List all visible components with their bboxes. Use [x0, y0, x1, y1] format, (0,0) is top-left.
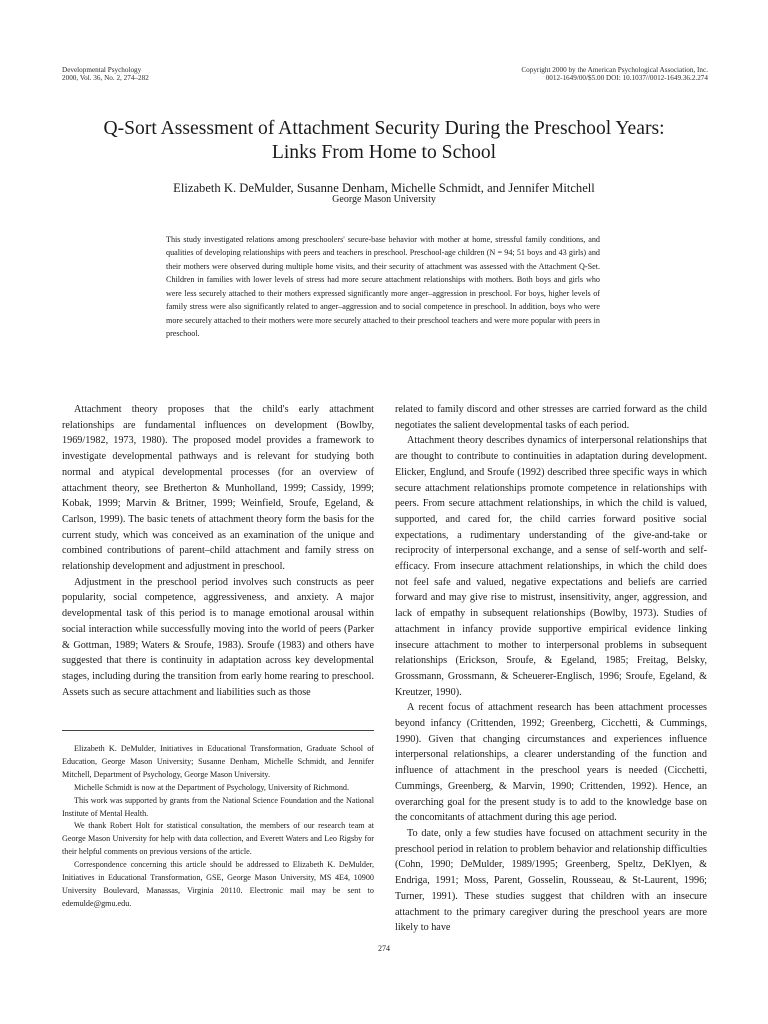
body-paragraph: Adjustment in the preschool period involves such constructs as peer popularity, social competence, aggressiveness, and anxiety. A major developmental task of this period is to manage emotional arousal within social interaction while successfully moving into the world of peers (Parker & Gottman, 1989; Waters & Sroufe, 1983). Sroufe (1983) and others have suggested that there is continuity in adaptation across key developmental stages, including during the transition from early home rearing to preschool. Assets such as secure attachment and liabilities such as those: [62, 576, 374, 698]
doi-line: 0012-1649/00/$5.00 DOI: 10.1037//0012-1649.36.2.274: [545, 74, 708, 83]
footnote: We thank Robert Holt for statistical consultation, the members of our research team at George Mason University for help with data collection, and Everett Waters and Leo Rigsby for their helpful comments on previous versions of the article.: [62, 821, 374, 857]
copyright-header: [521, 66, 708, 83]
page-number: 274: [378, 944, 390, 953]
footnote-divider: [62, 730, 374, 731]
copyright-line: Copyright 2000 by the American Psychological Association, Inc.: [521, 66, 708, 74]
footnote: This work was supported by grants from the National Science Foundation and the National Institute of Mental Health.: [62, 795, 374, 818]
body-paragraph: To date, only a few studies have focused on attachment security in the preschool period in relation to problem behavior and relationship difficulties (Cohn, 1990; DeMulder, 1989/1995; Greenberg, Speltz, DeKlyen, & Endriga, 1991; Moss, Parent, Gosselin, Rousseau, & St-Laurent, 1996; Turner, 1991). These studies suggest that children with an insecure attachment to the primary caregiver during the preschool years are more likely to have: [395, 827, 707, 934]
body-paragraph: Attachment theory describes dynamics of interpersonal relationships that are thought to contribute to continuities in adaptation during development. Elicker, Englund, and Sroufe (1992) described three specific ways in which secure attachment relationships promote competence in relationships with peers. From secure attachment relationships, in which the child is valued, supported, and cared for, the child carries forward positive social expectations, a rudimentary understanding of the give-and-take or reciprocity of interpersonal exchange, and a sense of self-worth and self-efficacy. From insecure attachment relationships, in which the child does not feel safe and valued, negative expectations and beliefs are carried forward and may give rise to mistrust, insensitivity, anger, aggression, and lack of empathy in subsequent relationships (Bowlby, 1973). Studies of attachment in infancy provide supportive empirical evidence linking insecure attachment to mother to interpersonal problems in subsequent relationships (Erickson, Sroufe, & Egeland, 1985; Freitag, Belsky, Grossmann, Grossmann, & Scheuerer-Englisch, 1996; Sroufe, Egeland, & Kreutzer, 1990).: [395, 435, 707, 698]
body-paragraph: A recent focus of attachment research has been attachment processes beyond infancy (Crittenden, 1992; Greenberg, Cicchetti, & Cummings, 1990). Given that changing circumstances and experiences influence interpersonal relationships, a clearer understanding of the function and influence of attachment in the preschool years is needed (Cicchetti, Cummings, Greenberg, & Marvin, 1990; Crittenden, 1992). Hence, an overarching goal for the present study is to add to the knowledge base on the concomitants of attachment during this age period.: [395, 702, 707, 824]
body-paragraph-continued: related to family discord and other stresses are carried forward as the child negotiates the salient developmental tasks of each period.: [395, 404, 707, 431]
journal-name: Developmental Psychology: [62, 66, 142, 74]
abstract: This study investigated relations among preschoolers' secure-base behavior with mother at home, stressful family conditions, and qualities of developing relationships with peers and teachers in preschool. Preschool-age children (N = 94; 51 boys and 43 girls) and their mothers were observed during multiple home visits, and their security of attachment was assessed with the Attachment Q-Set. Children in families with lower levels of stress had more secure attachment relationships with mothers. Both boys and girls who were less securely attached to their mothers expressed significantly more anger–aggression in preschool. For boys, higher levels of family stress were also significantly related to anger–aggression and to social competence in preschool. In addition, boys who were more securely attached to their mothers were more securely attached to their preschool teachers and were more popular with peers in preschool.: [166, 235, 600, 339]
body-column-right: [395, 402, 707, 936]
article-title: [40, 117, 728, 165]
title-line-2: Links From Home to School: [271, 142, 497, 163]
footnote: Correspondence concerning this article should be addressed to Elizabeth K. DeMulder, Initiatives in Educational Transformation, GSE, George Mason University, MS 4E4, 10900 University Boulevard, Manassas, Virginia 20110. Electronic mail may be sent to edemulde@gmu.edu.: [62, 860, 374, 908]
title-line-1: Q-Sort Assessment of Attachment Security During the Preschool Years:: [103, 118, 665, 139]
journal-header: [62, 66, 149, 83]
body-paragraph: Attachment theory proposes that the child's early attachment relationships are fundamental influences on development (Bowlby, 1969/1982, 1973, 1980). The proposed model provides a framework to investigate developmental pathways and is relevant for studying both normal and atypical developmental processes (for an overview of attachment theory, see Bretherton & Munholland, 1999; Cassidy, 1999; Kobak, 1999; Marvin & Britner, 1999; Weinfield, Sroufe, Egeland, & Carlson, 1999). The basic tenets of attachment theory form the basis for the current study, which was conceived as an examination of the unique and combined contributions of parent–child attachment and family stress on relationship development and adjustment in preschool.: [62, 404, 374, 573]
footnote: Michelle Schmidt is now at the Department of Psychology, University of Richmond.: [74, 782, 350, 792]
author-list: Elizabeth K. DeMulder, Susanne Denham, Michelle Schmidt, and Jennifer Mitchell: [173, 181, 595, 195]
body-column-left: [62, 402, 374, 700]
footnote: Elizabeth K. DeMulder, Initiatives in Educational Transformation, Graduate School of Education, George Mason University; Susanne Denham, Michelle Schmidt, and Jennifer Mitchell, Department of Psychology, George Mason University.: [62, 744, 374, 779]
journal-volume: 2000, Vol. 36, No. 2, 274–282: [62, 74, 149, 83]
author-notes: [62, 743, 374, 911]
affiliation: George Mason University: [332, 194, 436, 205]
